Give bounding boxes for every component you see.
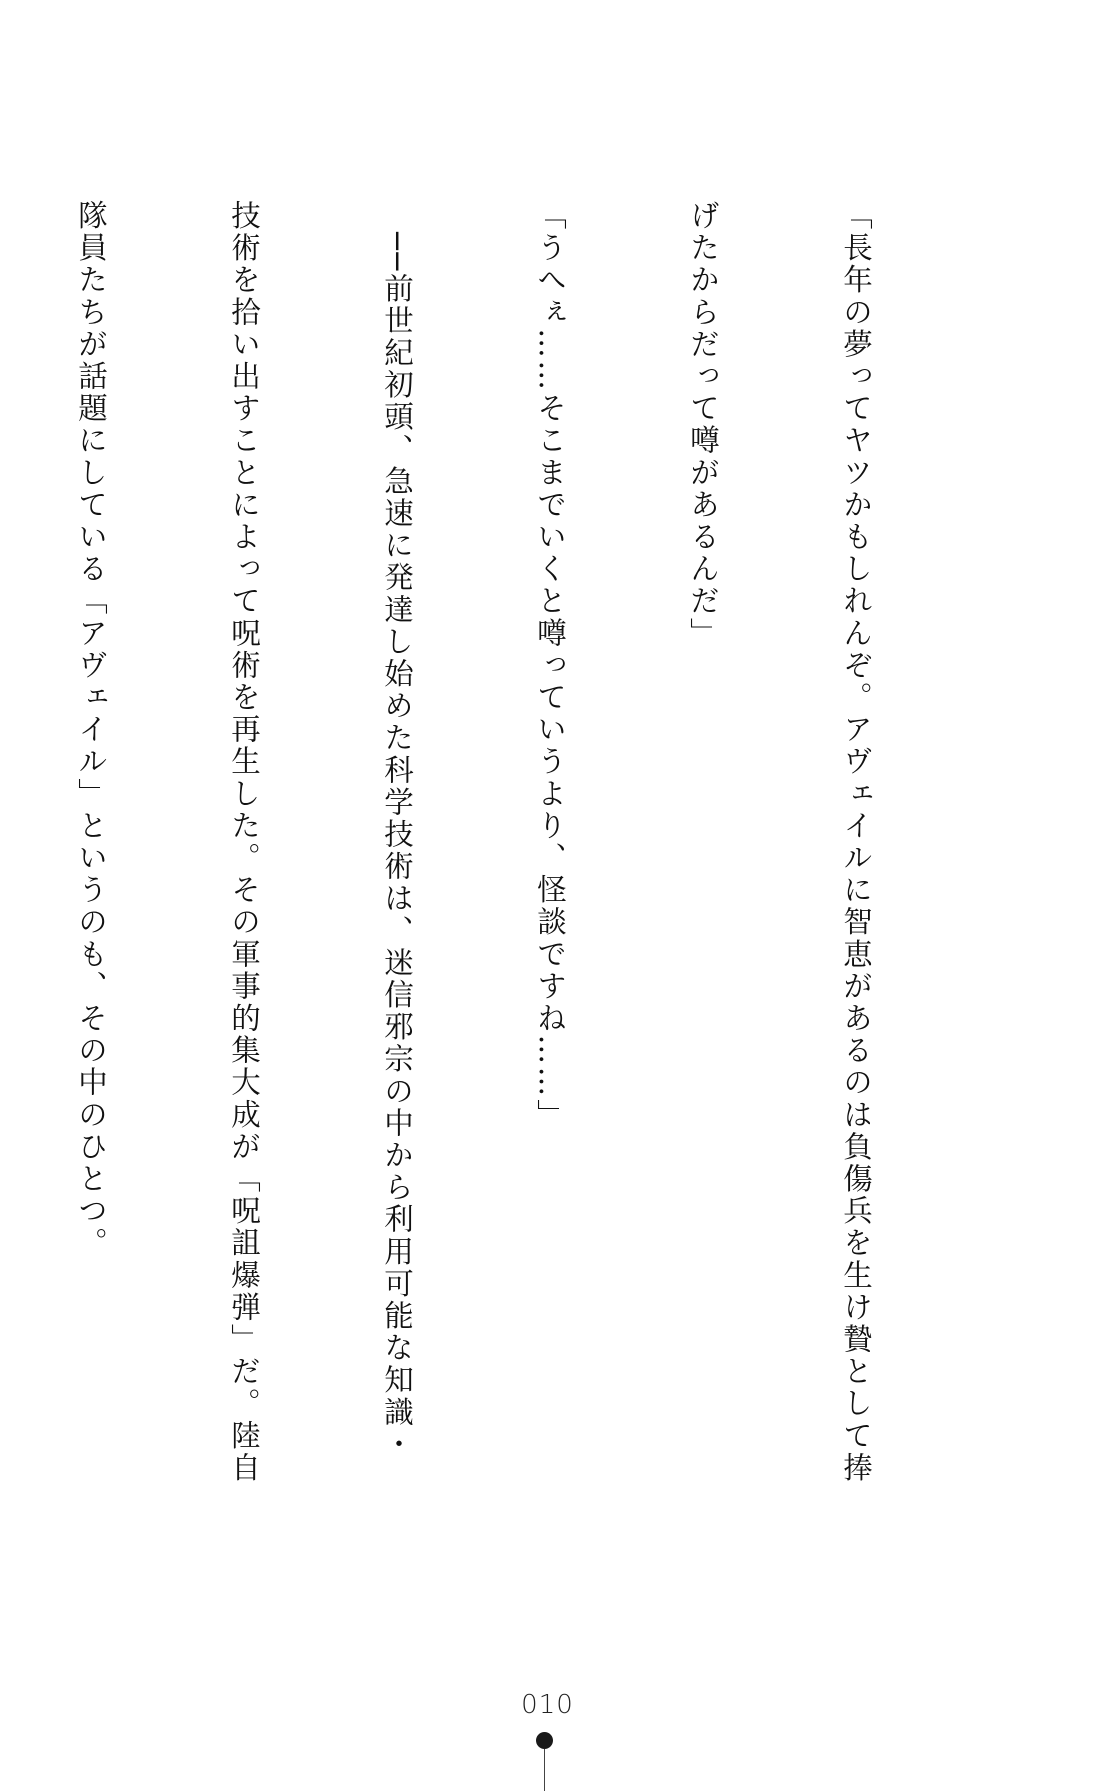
text-line: げたからだって噂があるんだ」 — [686, 200, 720, 650]
text-line: 「うへぇ……そこまでいくと噂っていうより、怪談ですね……」 — [533, 200, 567, 1131]
page-marker-line — [544, 1749, 545, 1791]
text-line: 「長年の夢ってヤツかもしれんぞ。アヴェイルに智恵があるのは負傷兵を生け贄として捧 — [839, 200, 873, 1484]
text-line: 隊員たちが話題にしている「アヴェイル」というのも、その中のひとつ。 — [74, 200, 108, 1260]
text-line: 技術を拾い出すことによって呪術を再生した。その軍事的集大成が「呪詛爆弾」だ。陸自 — [227, 200, 261, 1484]
body-text — [0, 200, 983, 1500]
page-number: 010 — [521, 1690, 574, 1720]
text-line: ──前世紀初頭、急速に発達し始めた科学技術は、迷信邪宗の中から利用可能な知識・ — [380, 200, 414, 1461]
page-marker-dot-icon — [536, 1732, 553, 1749]
